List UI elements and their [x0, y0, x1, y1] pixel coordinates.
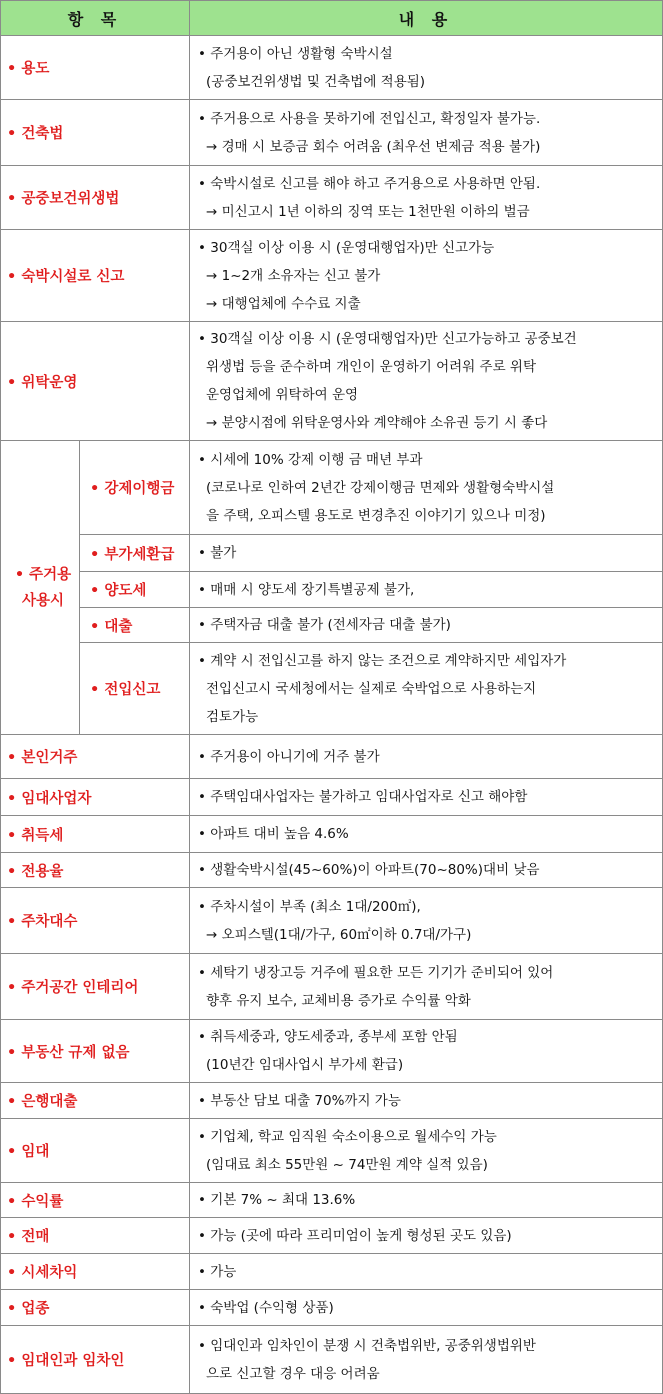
row-label: • 임대 — [1, 1119, 190, 1183]
row-content — [190, 888, 663, 954]
row-content — [190, 1183, 663, 1218]
row-label: • 임대인과 임차인 — [1, 1326, 190, 1394]
row-label: • 위탁운영 — [1, 322, 190, 441]
row-content — [190, 166, 663, 230]
content-line: • 부동산 담보 대출 70%까지 가능 — [198, 1092, 401, 1109]
table-row — [1, 572, 663, 608]
content-line: → 미신고시 1년 이하의 징역 또는 1천만원 이하의 벌금 — [206, 203, 530, 220]
table-row — [1, 643, 663, 735]
table-row — [1, 954, 663, 1020]
row-content — [190, 1290, 663, 1326]
table-row — [1, 608, 663, 643]
row-content — [190, 816, 663, 853]
subrow-label: • 강제이행금 — [80, 441, 190, 535]
row-content — [190, 608, 663, 643]
content-line: (코로나로 인하여 2년간 강제이행금 면제와 생활형숙박시설 — [206, 479, 555, 496]
row-label: • 취득세 — [1, 816, 190, 853]
content-line: • 주택자금 대출 불가 (전세자금 대출 불가) — [198, 617, 451, 633]
content-line: 전입신고시 국세청에서는 실제로 숙박업으로 사용하는지 — [206, 680, 537, 697]
row-label: • 주차대수 — [1, 888, 190, 954]
table-row — [1, 888, 663, 954]
table-row — [1, 779, 663, 816]
content-line: • 주거용으로 사용을 못하기에 전입신고, 확정일자 불가능. — [198, 110, 541, 127]
table-row — [1, 322, 663, 441]
row-content — [190, 643, 663, 735]
content-line: • 계약 시 전입신고를 하지 않는 조건으로 계약하지만 세입자가 — [198, 652, 567, 669]
content-line: • 임대인과 임차인이 분쟁 시 건축법위반, 공중위생법위반 — [198, 1337, 536, 1354]
row-content — [190, 853, 663, 888]
group-label-line: • 주거용 — [14, 566, 72, 583]
row-content — [190, 1083, 663, 1119]
content-line: • 기본 7% ~ 최대 13.6% — [198, 1192, 356, 1208]
content-line: • 가능 — [198, 1263, 237, 1280]
table-row — [1, 1254, 663, 1290]
table-row — [1, 36, 663, 100]
content-line: 으로 신고할 경우 대응 어려움 — [206, 1365, 380, 1382]
row-content — [190, 535, 663, 572]
table-header-row — [1, 1, 663, 36]
table-row — [1, 1083, 663, 1119]
table-row — [1, 535, 663, 572]
table-row — [1, 441, 663, 535]
content-line: • 시세에 10% 강제 이행 금 매년 부과 — [198, 451, 423, 468]
row-content — [190, 1218, 663, 1254]
content-line: • 생활숙박시설(45~60%)이 아파트(70~80%)대비 낮음 — [198, 862, 540, 878]
subrow-label: • 대출 — [80, 608, 190, 643]
table-row — [1, 1290, 663, 1326]
row-label: • 전매 — [1, 1218, 190, 1254]
row-content — [190, 1254, 663, 1290]
content-line: 향후 유지 보수, 교체비용 증가로 수익률 악화 — [206, 992, 471, 1009]
content-line: • 30객실 이상 이용 시 (운영대행업자)만 신고가능 — [198, 239, 495, 256]
row-content — [190, 779, 663, 816]
content-line: • 주거용이 아닌 생활형 숙박시설 — [198, 45, 393, 62]
row-label: • 용도 — [1, 36, 190, 100]
content-line: • 30객실 이상 이용 시 (운영대행업자)만 신고가능하고 공중보건 — [198, 331, 577, 347]
table-row — [1, 1020, 663, 1083]
content-line: • 주택임대사업자는 불가하고 임대사업자로 신고 해야함 — [198, 789, 528, 805]
row-label: • 수익률 — [1, 1183, 190, 1218]
content-line: • 숙박시설로 신고를 해야 하고 주거용으로 사용하면 안됨. — [198, 175, 541, 192]
content-line: • 숙박업 (수익형 상품) — [198, 1299, 334, 1316]
row-content — [190, 441, 663, 535]
content-line: • 주거용이 아니기에 거주 불가 — [198, 748, 380, 765]
content-line: 검토가능 — [206, 708, 259, 725]
content-line: • 기업체, 학교 임직원 숙소이용으로 월세수익 가능 — [198, 1128, 497, 1145]
row-label: • 은행대출 — [1, 1083, 190, 1119]
row-label: • 전용율 — [1, 853, 190, 888]
content-line: 위생법 등을 준수하며 개인이 운영하기 어려워 주로 위탁 — [206, 359, 536, 375]
row-label: • 시세차익 — [1, 1254, 190, 1290]
table-row — [1, 1183, 663, 1218]
table-row — [1, 853, 663, 888]
row-label: • 부동산 규제 없음 — [1, 1020, 190, 1083]
subrow-label: • 양도세 — [80, 572, 190, 608]
table-row — [1, 166, 663, 230]
row-label: • 주거공간 인테리어 — [1, 954, 190, 1020]
content-line: • 취득세중과, 양도세중과, 종부세 포함 안됨 — [198, 1029, 458, 1045]
content-line: • 세탁기 냉장고등 거주에 필요한 모든 기기가 준비되어 있어 — [198, 964, 554, 981]
content-line: (임대료 최소 55만원 ~ 74만원 계약 실적 있음) — [206, 1156, 488, 1173]
row-label: • 임대사업자 — [1, 779, 190, 816]
group-label — [1, 441, 80, 735]
row-content — [190, 572, 663, 608]
row-content — [190, 954, 663, 1020]
table-row — [1, 735, 663, 779]
content-line: → 경매 시 보증금 회수 어려움 (최우선 변제금 적용 불가) — [206, 138, 541, 155]
row-content — [190, 735, 663, 779]
content-line: • 불가 — [198, 545, 237, 561]
row-content — [190, 1020, 663, 1083]
header-item: 항 목 — [1, 1, 190, 36]
row-content — [190, 230, 663, 322]
content-line: • 매매 시 양도세 장기특별공제 불가, — [198, 581, 415, 598]
content-line: 운영업체에 위탁하여 운영 — [206, 387, 359, 403]
content-line: 을 주택, 오피스텔 용도로 변경추진 이야기기 있으나 미정) — [206, 507, 546, 524]
content-line: • 주차시설이 부족 (최소 1대/200㎡), — [198, 898, 421, 915]
row-label: • 공중보건위생법 — [1, 166, 190, 230]
table-row — [1, 1119, 663, 1183]
content-line: • 가능 (곳에 따라 프리미엄이 높게 형성된 곳도 있음) — [198, 1227, 512, 1244]
row-label: • 본인거주 — [1, 735, 190, 779]
content-line: → 대행업체에 수수료 지출 — [206, 295, 361, 312]
content-line: → 오피스텔(1대/가구, 60㎡이하 0.7대/가구) — [206, 926, 472, 943]
row-label: • 업종 — [1, 1290, 190, 1326]
group-label-line: 사용시 — [21, 592, 65, 609]
subrow-label: • 전입신고 — [80, 643, 190, 735]
table-row — [1, 1218, 663, 1254]
table-row — [1, 1326, 663, 1394]
table-row — [1, 230, 663, 322]
row-content — [190, 100, 663, 166]
row-content — [190, 1326, 663, 1394]
row-label: • 건축법 — [1, 100, 190, 166]
row-content — [190, 322, 663, 441]
row-content — [190, 36, 663, 100]
table-body — [1, 36, 663, 1394]
table-row — [1, 816, 663, 853]
content-line: → 분양시점에 위탁운영사와 계약해야 소유권 등기 시 좋다 — [206, 415, 548, 431]
table-row — [1, 100, 663, 166]
subrow-label: • 부가세환급 — [80, 535, 190, 572]
row-content — [190, 1119, 663, 1183]
content-line: (10년간 임대사업시 부가세 환급) — [206, 1057, 404, 1073]
content-line: → 1~2개 소유자는 신고 불가 — [206, 267, 381, 284]
content-line: (공중보건위생법 및 건축법에 적용됨) — [206, 73, 426, 90]
content-line: • 아파트 대비 높음 4.6% — [198, 826, 349, 842]
row-label: • 숙박시설로 신고 — [1, 230, 190, 322]
header-content: 내 용 — [190, 1, 663, 36]
